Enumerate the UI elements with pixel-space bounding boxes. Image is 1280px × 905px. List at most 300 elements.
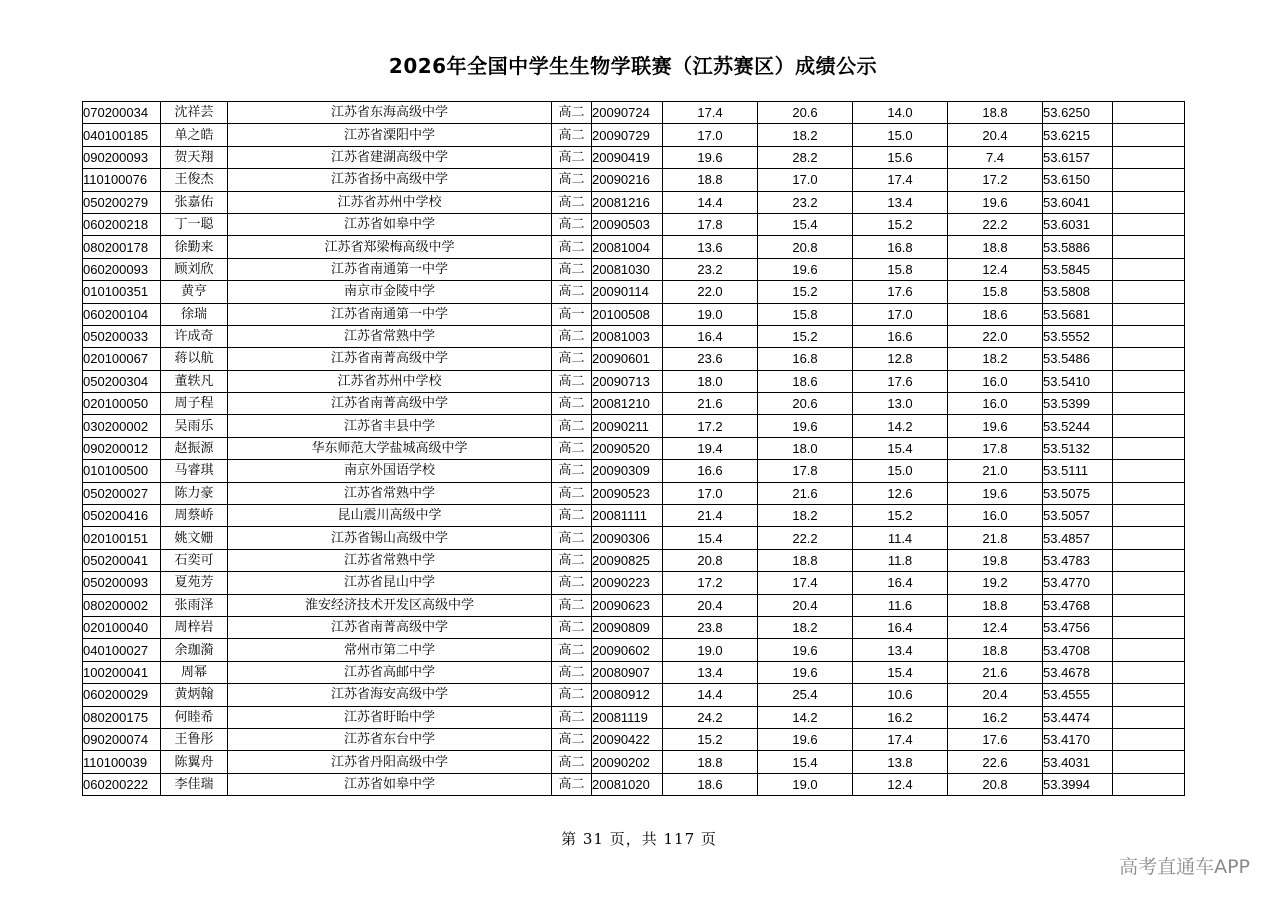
- student-name-cell: 董轶凡: [161, 370, 228, 392]
- score-2-cell: 22.2: [758, 527, 853, 549]
- score-table: [82, 101, 1185, 796]
- score-4-cell: 16.2: [948, 706, 1043, 728]
- score-table-body: [83, 102, 1185, 796]
- student-id-cell: 020100067: [83, 348, 161, 370]
- student-name-cell: 石奕可: [161, 549, 228, 571]
- student-name-cell: 陈力豪: [161, 482, 228, 504]
- score-1-cell: 21.4: [663, 505, 758, 527]
- score-4-cell: 16.0: [948, 370, 1043, 392]
- grade-cell: 高二: [552, 594, 592, 616]
- score-1-cell: 17.2: [663, 572, 758, 594]
- score-1-cell: 14.4: [663, 684, 758, 706]
- total-score-cell: 53.5132: [1043, 437, 1113, 459]
- score-1-cell: 13.4: [663, 661, 758, 683]
- table-row: [83, 303, 1185, 325]
- score-3-cell: 13.0: [853, 393, 948, 415]
- birth-date-cell: 20090419: [592, 146, 663, 168]
- student-id-cell: 060200104: [83, 303, 161, 325]
- student-id-cell: 050200033: [83, 325, 161, 347]
- student-id-cell: 050200093: [83, 572, 161, 594]
- table-row: [83, 773, 1185, 795]
- birth-date-cell: 20080907: [592, 661, 663, 683]
- grade-cell: 高二: [552, 505, 592, 527]
- school-cell: 江苏省丰县中学: [228, 415, 552, 437]
- empty-cell: [1113, 706, 1185, 728]
- grade-cell: 高二: [552, 213, 592, 235]
- student-name-cell: 夏苑芳: [161, 572, 228, 594]
- empty-cell: [1113, 684, 1185, 706]
- school-cell: 江苏省苏州中学校: [228, 191, 552, 213]
- table-row: [83, 370, 1185, 392]
- table-row: [83, 393, 1185, 415]
- empty-cell: [1113, 460, 1185, 482]
- empty-cell: [1113, 393, 1185, 415]
- score-4-cell: 16.0: [948, 505, 1043, 527]
- score-1-cell: 15.4: [663, 527, 758, 549]
- empty-cell: [1113, 303, 1185, 325]
- empty-cell: [1113, 146, 1185, 168]
- empty-cell: [1113, 124, 1185, 146]
- student-id-cell: 050200027: [83, 482, 161, 504]
- birth-date-cell: 20090202: [592, 751, 663, 773]
- school-cell: 南京市金陵中学: [228, 281, 552, 303]
- empty-cell: [1113, 258, 1185, 280]
- total-score-cell: 53.5681: [1043, 303, 1113, 325]
- score-4-cell: 12.4: [948, 258, 1043, 280]
- birth-date-cell: 20090602: [592, 639, 663, 661]
- grade-cell: 高二: [552, 258, 592, 280]
- empty-cell: [1113, 236, 1185, 258]
- total-score-cell: 53.6041: [1043, 191, 1113, 213]
- empty-cell: [1113, 639, 1185, 661]
- birth-date-cell: 20090809: [592, 616, 663, 638]
- school-cell: 江苏省丹阳高级中学: [228, 751, 552, 773]
- table-row: [83, 639, 1185, 661]
- score-2-cell: 28.2: [758, 146, 853, 168]
- score-2-cell: 17.0: [758, 169, 853, 191]
- total-score-cell: 53.5111: [1043, 460, 1113, 482]
- table-row: [83, 594, 1185, 616]
- birth-date-cell: 20081216: [592, 191, 663, 213]
- score-4-cell: 17.6: [948, 728, 1043, 750]
- score-4-cell: 21.0: [948, 460, 1043, 482]
- grade-cell: 高二: [552, 393, 592, 415]
- school-cell: 江苏省南菁高级中学: [228, 616, 552, 638]
- student-id-cell: 090200012: [83, 437, 161, 459]
- score-2-cell: 20.6: [758, 393, 853, 415]
- score-2-cell: 18.0: [758, 437, 853, 459]
- score-3-cell: 16.4: [853, 572, 948, 594]
- empty-cell: [1113, 572, 1185, 594]
- total-score-cell: 53.6157: [1043, 146, 1113, 168]
- table-row: [83, 706, 1185, 728]
- score-2-cell: 18.2: [758, 505, 853, 527]
- total-score-cell: 53.4756: [1043, 616, 1113, 638]
- school-cell: 江苏省南通第一中学: [228, 303, 552, 325]
- score-3-cell: 16.6: [853, 325, 948, 347]
- score-2-cell: 17.4: [758, 572, 853, 594]
- score-3-cell: 13.4: [853, 639, 948, 661]
- score-3-cell: 17.6: [853, 370, 948, 392]
- birth-date-cell: 20080912: [592, 684, 663, 706]
- score-1-cell: 17.8: [663, 213, 758, 235]
- empty-cell: [1113, 213, 1185, 235]
- student-name-cell: 周子程: [161, 393, 228, 415]
- empty-cell: [1113, 370, 1185, 392]
- total-score-cell: 53.4770: [1043, 572, 1113, 594]
- school-cell: 江苏省昆山中学: [228, 572, 552, 594]
- total-score-cell: 53.3994: [1043, 773, 1113, 795]
- grade-cell: 高二: [552, 639, 592, 661]
- score-2-cell: 20.8: [758, 236, 853, 258]
- score-1-cell: 17.0: [663, 124, 758, 146]
- table-row: [83, 102, 1185, 124]
- empty-cell: [1113, 728, 1185, 750]
- student-name-cell: 黄炳翰: [161, 684, 228, 706]
- score-4-cell: 19.8: [948, 549, 1043, 571]
- grade-cell: 高二: [552, 684, 592, 706]
- total-score-cell: 53.5808: [1043, 281, 1113, 303]
- score-4-cell: 18.6: [948, 303, 1043, 325]
- empty-cell: [1113, 549, 1185, 571]
- score-3-cell: 11.6: [853, 594, 948, 616]
- score-2-cell: 16.8: [758, 348, 853, 370]
- total-score-cell: 53.4170: [1043, 728, 1113, 750]
- birth-date-cell: 20090713: [592, 370, 663, 392]
- score-3-cell: 17.4: [853, 728, 948, 750]
- total-score-cell: 53.4678: [1043, 661, 1113, 683]
- score-3-cell: 10.6: [853, 684, 948, 706]
- table-row: [83, 281, 1185, 303]
- student-id-cell: 010100351: [83, 281, 161, 303]
- student-name-cell: 李佳瑞: [161, 773, 228, 795]
- birth-date-cell: 20081004: [592, 236, 663, 258]
- grade-cell: 高一: [552, 303, 592, 325]
- student-id-cell: 020100040: [83, 616, 161, 638]
- score-3-cell: 17.6: [853, 281, 948, 303]
- empty-cell: [1113, 415, 1185, 437]
- empty-cell: [1113, 437, 1185, 459]
- score-1-cell: 20.8: [663, 549, 758, 571]
- grade-cell: 高二: [552, 527, 592, 549]
- student-id-cell: 050200304: [83, 370, 161, 392]
- total-score-cell: 53.4474: [1043, 706, 1113, 728]
- grade-cell: 高二: [552, 661, 592, 683]
- student-id-cell: 020100050: [83, 393, 161, 415]
- birth-date-cell: 20090114: [592, 281, 663, 303]
- school-cell: 江苏省常熟中学: [228, 325, 552, 347]
- page-footer: 第 31 页，共 117 页: [561, 830, 717, 848]
- score-3-cell: 12.4: [853, 773, 948, 795]
- score-3-cell: 15.0: [853, 460, 948, 482]
- score-2-cell: 25.4: [758, 684, 853, 706]
- birth-date-cell: 20081003: [592, 325, 663, 347]
- table-row: [83, 124, 1185, 146]
- score-3-cell: 15.8: [853, 258, 948, 280]
- birth-date-cell: 20090422: [592, 728, 663, 750]
- student-name-cell: 姚文姗: [161, 527, 228, 549]
- score-2-cell: 19.6: [758, 728, 853, 750]
- birth-date-cell: 20090216: [592, 169, 663, 191]
- score-3-cell: 14.0: [853, 102, 948, 124]
- total-score-cell: 53.5399: [1043, 393, 1113, 415]
- score-1-cell: 19.6: [663, 146, 758, 168]
- score-2-cell: 21.6: [758, 482, 853, 504]
- student-name-cell: 丁一聪: [161, 213, 228, 235]
- score-3-cell: 13.4: [853, 191, 948, 213]
- table-row: [83, 527, 1185, 549]
- score-3-cell: 16.2: [853, 706, 948, 728]
- score-1-cell: 16.6: [663, 460, 758, 482]
- score-3-cell: 11.4: [853, 527, 948, 549]
- student-id-cell: 080200175: [83, 706, 161, 728]
- student-id-cell: 110100076: [83, 169, 161, 191]
- student-name-cell: 单之皓: [161, 124, 228, 146]
- school-cell: 江苏省东台中学: [228, 728, 552, 750]
- score-2-cell: 19.6: [758, 639, 853, 661]
- birth-date-cell: 20090623: [592, 594, 663, 616]
- score-3-cell: 15.2: [853, 213, 948, 235]
- birth-date-cell: 20090211: [592, 415, 663, 437]
- empty-cell: [1113, 348, 1185, 370]
- total-score-cell: 53.5486: [1043, 348, 1113, 370]
- empty-cell: [1113, 661, 1185, 683]
- grade-cell: 高二: [552, 325, 592, 347]
- grade-cell: 高二: [552, 124, 592, 146]
- table-row: [83, 258, 1185, 280]
- score-4-cell: 20.4: [948, 684, 1043, 706]
- birth-date-cell: 20081210: [592, 393, 663, 415]
- page-title: 2026年全国中学生生物学联赛（江苏赛区）成绩公示: [388, 54, 878, 78]
- school-cell: 江苏省南菁高级中学: [228, 348, 552, 370]
- total-score-cell: 53.4857: [1043, 527, 1113, 549]
- school-cell: 常州市第二中学: [228, 639, 552, 661]
- empty-cell: [1113, 281, 1185, 303]
- school-cell: 南京外国语学校: [228, 460, 552, 482]
- student-name-cell: 何睦希: [161, 706, 228, 728]
- empty-cell: [1113, 325, 1185, 347]
- school-cell: 江苏省南菁高级中学: [228, 393, 552, 415]
- score-4-cell: 18.8: [948, 236, 1043, 258]
- table-row: [83, 236, 1185, 258]
- score-4-cell: 21.8: [948, 527, 1043, 549]
- student-name-cell: 周梓岩: [161, 616, 228, 638]
- student-id-cell: 020100151: [83, 527, 161, 549]
- total-score-cell: 53.5845: [1043, 258, 1113, 280]
- grade-cell: 高二: [552, 102, 592, 124]
- score-4-cell: 18.8: [948, 639, 1043, 661]
- score-1-cell: 20.4: [663, 594, 758, 616]
- grade-cell: 高二: [552, 169, 592, 191]
- score-1-cell: 17.4: [663, 102, 758, 124]
- student-id-cell: 060200222: [83, 773, 161, 795]
- score-4-cell: 18.8: [948, 102, 1043, 124]
- table-row: [83, 146, 1185, 168]
- score-4-cell: 17.2: [948, 169, 1043, 191]
- birth-date-cell: 20081111: [592, 505, 663, 527]
- student-id-cell: 100200041: [83, 661, 161, 683]
- score-2-cell: 20.4: [758, 594, 853, 616]
- student-name-cell: 余珈漪: [161, 639, 228, 661]
- birth-date-cell: 20100508: [592, 303, 663, 325]
- grade-cell: 高二: [552, 370, 592, 392]
- score-3-cell: 13.8: [853, 751, 948, 773]
- score-2-cell: 18.2: [758, 616, 853, 638]
- student-name-cell: 贺天翔: [161, 146, 228, 168]
- score-1-cell: 16.4: [663, 325, 758, 347]
- watermark-text: 高考直通车APP: [1119, 856, 1250, 878]
- student-name-cell: 赵振源: [161, 437, 228, 459]
- score-1-cell: 18.0: [663, 370, 758, 392]
- score-3-cell: 16.8: [853, 236, 948, 258]
- grade-cell: 高二: [552, 437, 592, 459]
- score-1-cell: 23.8: [663, 616, 758, 638]
- score-1-cell: 23.2: [663, 258, 758, 280]
- score-4-cell: 7.4: [948, 146, 1043, 168]
- grade-cell: 高二: [552, 482, 592, 504]
- score-1-cell: 13.6: [663, 236, 758, 258]
- school-cell: 江苏省郑梁梅高级中学: [228, 236, 552, 258]
- student-id-cell: 030200002: [83, 415, 161, 437]
- table-row: [83, 751, 1185, 773]
- score-3-cell: 14.2: [853, 415, 948, 437]
- score-3-cell: 15.6: [853, 146, 948, 168]
- total-score-cell: 53.6215: [1043, 124, 1113, 146]
- score-4-cell: 12.4: [948, 616, 1043, 638]
- school-cell: 江苏省建湖高级中学: [228, 146, 552, 168]
- total-score-cell: 53.4768: [1043, 594, 1113, 616]
- birth-date-cell: 20090309: [592, 460, 663, 482]
- empty-cell: [1113, 169, 1185, 191]
- school-cell: 淮安经济技术开发区高级中学: [228, 594, 552, 616]
- grade-cell: 高二: [552, 706, 592, 728]
- student-name-cell: 张嘉佑: [161, 191, 228, 213]
- score-1-cell: 21.6: [663, 393, 758, 415]
- score-4-cell: 18.8: [948, 594, 1043, 616]
- score-2-cell: 15.4: [758, 213, 853, 235]
- grade-cell: 高二: [552, 460, 592, 482]
- school-cell: 江苏省常熟中学: [228, 482, 552, 504]
- empty-cell: [1113, 527, 1185, 549]
- score-4-cell: 18.2: [948, 348, 1043, 370]
- score-1-cell: 19.4: [663, 437, 758, 459]
- score-4-cell: 19.6: [948, 415, 1043, 437]
- grade-cell: 高二: [552, 236, 592, 258]
- student-name-cell: 沈祥芸: [161, 102, 228, 124]
- score-3-cell: 15.2: [853, 505, 948, 527]
- score-3-cell: 15.0: [853, 124, 948, 146]
- score-4-cell: 21.6: [948, 661, 1043, 683]
- student-name-cell: 徐勤来: [161, 236, 228, 258]
- student-id-cell: 110100039: [83, 751, 161, 773]
- empty-cell: [1113, 616, 1185, 638]
- school-cell: 江苏省苏州中学校: [228, 370, 552, 392]
- school-cell: 江苏省南通第一中学: [228, 258, 552, 280]
- score-4-cell: 22.6: [948, 751, 1043, 773]
- score-3-cell: 17.4: [853, 169, 948, 191]
- grade-cell: 高二: [552, 191, 592, 213]
- birth-date-cell: 20081030: [592, 258, 663, 280]
- score-1-cell: 15.2: [663, 728, 758, 750]
- score-3-cell: 15.4: [853, 661, 948, 683]
- student-name-cell: 马睿琪: [161, 460, 228, 482]
- school-cell: 江苏省如皋中学: [228, 773, 552, 795]
- school-cell: 江苏省海安高级中学: [228, 684, 552, 706]
- total-score-cell: 53.5244: [1043, 415, 1113, 437]
- student-id-cell: 080200178: [83, 236, 161, 258]
- table-row: [83, 348, 1185, 370]
- score-3-cell: 11.8: [853, 549, 948, 571]
- student-id-cell: 090200093: [83, 146, 161, 168]
- student-name-cell: 徐瑞: [161, 303, 228, 325]
- grade-cell: 高二: [552, 549, 592, 571]
- score-4-cell: 15.8: [948, 281, 1043, 303]
- student-id-cell: 080200002: [83, 594, 161, 616]
- school-cell: 江苏省扬中高级中学: [228, 169, 552, 191]
- total-score-cell: 53.6150: [1043, 169, 1113, 191]
- score-2-cell: 18.8: [758, 549, 853, 571]
- student-id-cell: 040100027: [83, 639, 161, 661]
- score-1-cell: 19.0: [663, 303, 758, 325]
- total-score-cell: 53.4555: [1043, 684, 1113, 706]
- student-id-cell: 070200034: [83, 102, 161, 124]
- score-3-cell: 17.0: [853, 303, 948, 325]
- score-1-cell: 22.0: [663, 281, 758, 303]
- score-4-cell: 19.2: [948, 572, 1043, 594]
- student-id-cell: 010100500: [83, 460, 161, 482]
- score-2-cell: 19.6: [758, 258, 853, 280]
- student-name-cell: 许成奇: [161, 325, 228, 347]
- student-name-cell: 张雨泽: [161, 594, 228, 616]
- student-id-cell: 060200029: [83, 684, 161, 706]
- school-cell: 华东师范大学盐城高级中学: [228, 437, 552, 459]
- empty-cell: [1113, 505, 1185, 527]
- total-score-cell: 53.5057: [1043, 505, 1113, 527]
- score-1-cell: 14.4: [663, 191, 758, 213]
- empty-cell: [1113, 751, 1185, 773]
- score-3-cell: 16.4: [853, 616, 948, 638]
- score-4-cell: 20.8: [948, 773, 1043, 795]
- table-row: [83, 572, 1185, 594]
- score-3-cell: 12.6: [853, 482, 948, 504]
- table-row: [83, 661, 1185, 683]
- student-name-cell: 周蔡峤: [161, 505, 228, 527]
- birth-date-cell: 20090601: [592, 348, 663, 370]
- score-2-cell: 19.6: [758, 661, 853, 683]
- table-row: [83, 549, 1185, 571]
- student-name-cell: 王鲁彤: [161, 728, 228, 750]
- score-1-cell: 17.2: [663, 415, 758, 437]
- table-row: [83, 213, 1185, 235]
- grade-cell: 高二: [552, 281, 592, 303]
- score-1-cell: 18.8: [663, 751, 758, 773]
- birth-date-cell: 20090724: [592, 102, 663, 124]
- birth-date-cell: 20081020: [592, 773, 663, 795]
- student-name-cell: 黄亨: [161, 281, 228, 303]
- table-row: [83, 415, 1185, 437]
- score-4-cell: 17.8: [948, 437, 1043, 459]
- empty-cell: [1113, 773, 1185, 795]
- score-1-cell: 24.2: [663, 706, 758, 728]
- table-row: [83, 728, 1185, 750]
- student-id-cell: 050200416: [83, 505, 161, 527]
- empty-cell: [1113, 482, 1185, 504]
- grade-cell: 高二: [552, 415, 592, 437]
- score-1-cell: 17.0: [663, 482, 758, 504]
- table-row: [83, 437, 1185, 459]
- student-id-cell: 050200041: [83, 549, 161, 571]
- table-row: [83, 684, 1185, 706]
